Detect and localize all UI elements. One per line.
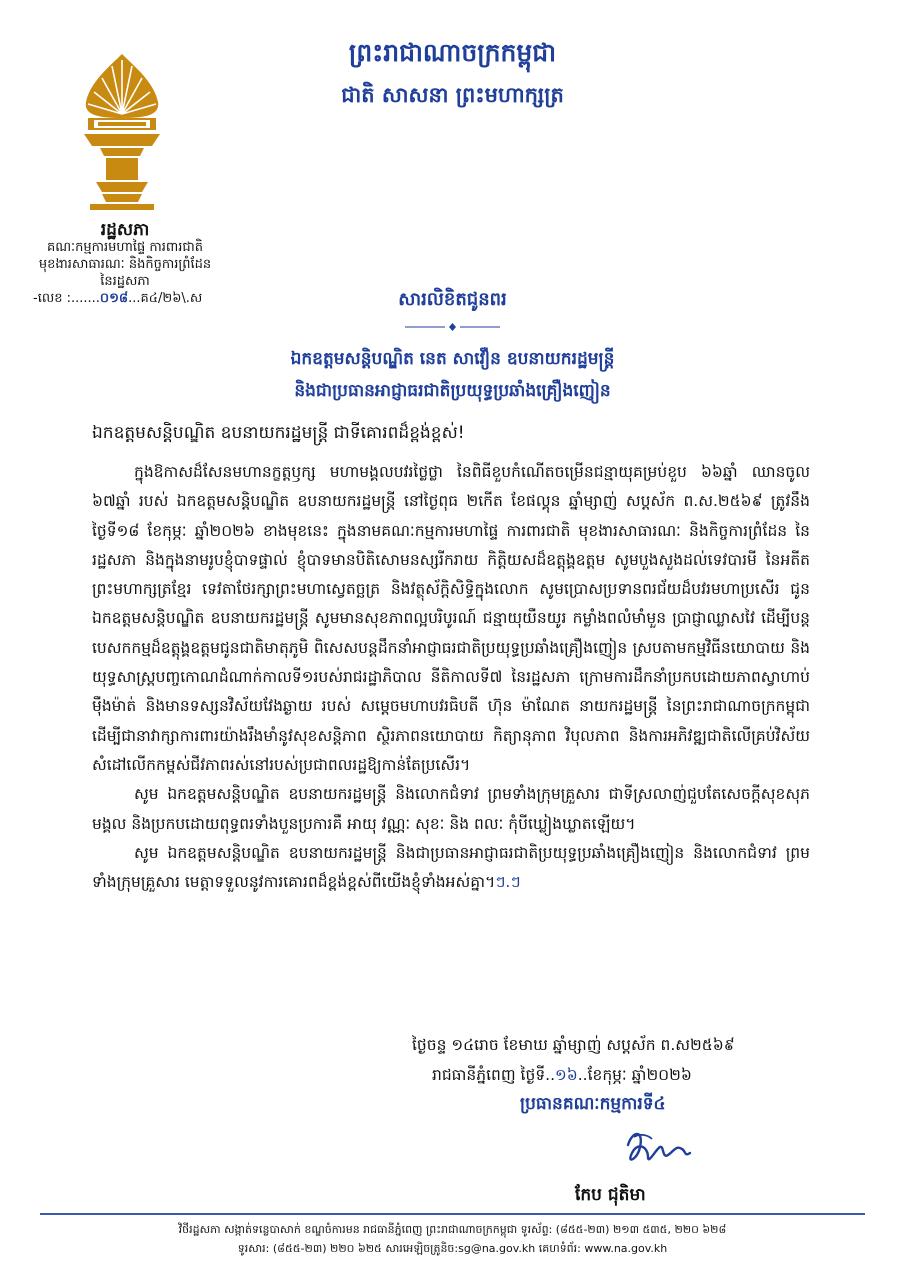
addressee-line-1: ឯកឧត្តមសន្តិបណ្ឌិត នេត សាវឿន ឧបនាយករដ្ឋមន្ត្រី <box>290 349 615 369</box>
document-title: សារលិខិតជូនពរ <box>398 289 507 310</box>
kingdom-header: ព្រះរាជាណាចក្រកម្ពុជា <box>348 38 557 67</box>
footer-address: វិថីរដ្ឋសភា សង្កាត់ទន្លេបាសាក់ ខណ្ឌចំការមន រាជធានីភ្នំពេញ ព្រះរាជាណាចក្រកម្ពុជា ទូរស័ព្ទ: (៨៥៥-២៣) ២១៣ ៥៣៥, ២២០ ៦២៨ <box>178 1223 727 1236</box>
handwritten-mark: ៗ.ៗ <box>495 873 521 892</box>
signatory-name: កែប ជុតិមា <box>575 1185 646 1205</box>
ornament-divider-icon <box>405 322 500 332</box>
solar-date-day: ១៦ <box>555 1066 578 1084</box>
footer-contact: ទូរសារ: (៨៥៥-២៣) ២២០ ៦២៥ សារអេឡិចត្រូនិច:sg@na.gov.kh គេហទំព័រ: www.na.gov.kh <box>237 1242 668 1255</box>
solar-date <box>432 1065 692 1088</box>
footer <box>40 1220 865 1258</box>
letter-body <box>92 458 810 897</box>
body-paragraph-3 <box>92 839 810 898</box>
body-paragraph-2: សូម ឯកឧត្តមសន្តិបណ្ឌិត ឧបនាយករដ្ឋមន្ត្រី និងលោកជំទាវ ព្រមទាំងក្រុមគ្រួសារ ជាទីស្រលាញ់ជួបតែសេចក្តីសុខសុភមង្គល និងប្រកបដោយពុទ្ធពរទាំងបួនប្រការគឺ អាយុ វណ្ណៈ សុខៈ និង ពលៈ កុំបីឃ្លៀងឃ្លាតឡើយ។ <box>92 785 810 833</box>
signature-icon <box>618 1125 698 1175</box>
addressee-block <box>0 343 905 407</box>
commission-line-1: គណៈកម្មការមហាផ្ទៃ ការពារជាតិ <box>47 240 203 255</box>
national-assembly-emblem-icon <box>80 52 164 212</box>
reference-number-value: ០១៨ <box>99 291 129 306</box>
solar-date-prefix: រាជធានីភ្នំពេញ ថ្ងៃទី.. <box>432 1066 556 1084</box>
greeting: ឯកឧត្តមសន្តិបណ្ឌិត ឧបនាយករដ្ឋមន្ត្រី ជាទីគោរពដ៏ខ្ពង់ខ្ពស់! <box>92 423 465 443</box>
commission-line-3: នៃរដ្ឋសភា <box>100 274 150 289</box>
motto-header: ជាតិ សាសនា ព្រះមហាក្សត្រ <box>341 83 564 107</box>
reference-suffix: ...គ៤/២៦\.ស <box>128 291 203 306</box>
body-paragraph-1: ក្នុងឱកាសដ៏សែនមហានក្ខត្តឫក្ស មហាមង្គលបវរថ្លៃថ្លា នៃពិធីខួបកំណើតចម្រើនជន្មាយុគម្រប់ខួប ៦៦ឆ្នាំ ឈានចូល ៦៧ឆ្នាំ របស់ ឯកឧត្តមសន្តិបណ្ឌិត ឧបនាយករដ្ឋមន្ត្រី នៅថ្ងៃពុធ ២កើត ខែផល្គុន ឆ្នាំម្សាញ់ សប្តស័ក ព.ស.២៥៦៩ ត្រូវនឹងថ្ងៃទី១៨ ខែកុម្ភៈ ឆ្នាំ២០២៦ ខាងមុខនេះ ក្នុងនាមគណៈកម្មការមហាផ្ទៃ ការពារជាតិ មុខងារសាធារណៈ និងកិច្ចការព្រំដែន នៃរដ្ឋសភា និងក្នុងនាមរូបខ្ញុំបាទផ្ទាល់ ខ្ញុំបាទមានបិតិសោមនស្សរីករាយ កិត្តិយសដ៏ឧត្តុង្គឧត្តម សូមបួងសួងដល់ទេវបារមី នៃអតីតព្រះមហាក្សត្រខ្មែរ ទេវតាថែរក្សាព្រះមហាស្វេតច្ឆត្រ និងវត្ថុស័ក្តិសិទ្ធិក្នុងលោក សូមប្រោសប្រទានពរជ័យដ៏បវរមហាប្រសើរ ជូន ឯកឧត្តមសន្តិបណ្ឌិត ឧបនាយករដ្ឋមន្ត្រី សូមមានសុខភាពល្អបរិបូរណ៍ ជន្មាយុយឺនយូរ កម្លាំងពលំមាំមួន ប្រាជ្ញាឈ្លាសវៃ ដើម្បីបន្តបេសកកម្មដ៏ឧត្តុង្គឧត្តមជូនជាតិមាតុភូមិ ពិសេសបន្តដឹកនាំអាជ្ញាធរជាតិប្រយុទ្ធប្រឆាំងគ្រឿងញៀន ស្របតាមកម្មវិធីនយោបាយ និងយុទ្ធសាស្ត្របញ្ចកោណដំណាក់កាលទី១របស់រាជរដ្ឋាភិបាល នីតិកាលទី៧ នៃរដ្ឋសភា ក្រោមការដឹកនាំប្រកបដោយភាពស្វាហាប់ ម៉ឺងម៉ាត់ និងមានទស្សនវិស័យវែងឆ្ងាយ របស់ សម្តេចមហាបវរធិបតី ហ៊ុន ម៉ាណែត នាយករដ្ឋមន្ត្រី នៃព្រះរាជាណាចក្រកម្ពុជា ដើម្បីជានាវាក្សាការពារយ៉ាងរឹងមាំនូវសុខសន្តិភាព ស្ថិរភាពនយោបាយ កិត្យានុភាព វិបុលភាព និងការអភិវឌ្ឍជាតិលើគ្រប់វិស័យ សំដៅលើកកម្ពស់ជីវភាពរស់នៅរបស់ប្រជាពលរដ្ឋឱ្យកាន់តែប្រសើរ។ <box>92 463 810 774</box>
solar-date-suffix: ..ខែកុម្ភៈ ឆ្នាំ២០២៦ <box>577 1066 692 1084</box>
footer-divider <box>40 1213 865 1215</box>
addressee-line-2: និងជាប្រធានអាជ្ញាធរជាតិប្រយុទ្ធប្រឆាំងគ្រឿងញៀន <box>294 381 611 401</box>
commission-line-2: មុខងារសាធារណៈ និងកិច្ចការព្រំដែន <box>38 257 212 272</box>
reference-prefix: -លេខ :....... <box>33 291 100 306</box>
assembly-name: រដ្ឋសភា <box>100 220 150 240</box>
body-paragraph-3-text: សូម ឯកឧត្តមសន្តិបណ្ឌិត ឧបនាយករដ្ឋមន្ត្រី និងជាប្រធានអាជ្ញាធរជាតិប្រយុទ្ធប្រឆាំងគ្រឿងញៀន និងលោកជំទាវ ព្រមទាំងក្រុមគ្រួសារ មេត្តាទទួលនូវការគោរពដ៏ខ្ពង់ខ្ពស់ពីយើងខ្ញុំទាំងអស់គ្នា។ <box>92 843 810 892</box>
signatory-title: ប្រធានគណៈកម្មការទី៤ <box>520 1094 666 1114</box>
lunar-date: ថ្ងៃចន្ទ ១៤រោច ខែមាឃ ឆ្នាំម្សាញ់ សប្តស័ក ព.ស២៥៦៩ <box>412 1036 735 1054</box>
